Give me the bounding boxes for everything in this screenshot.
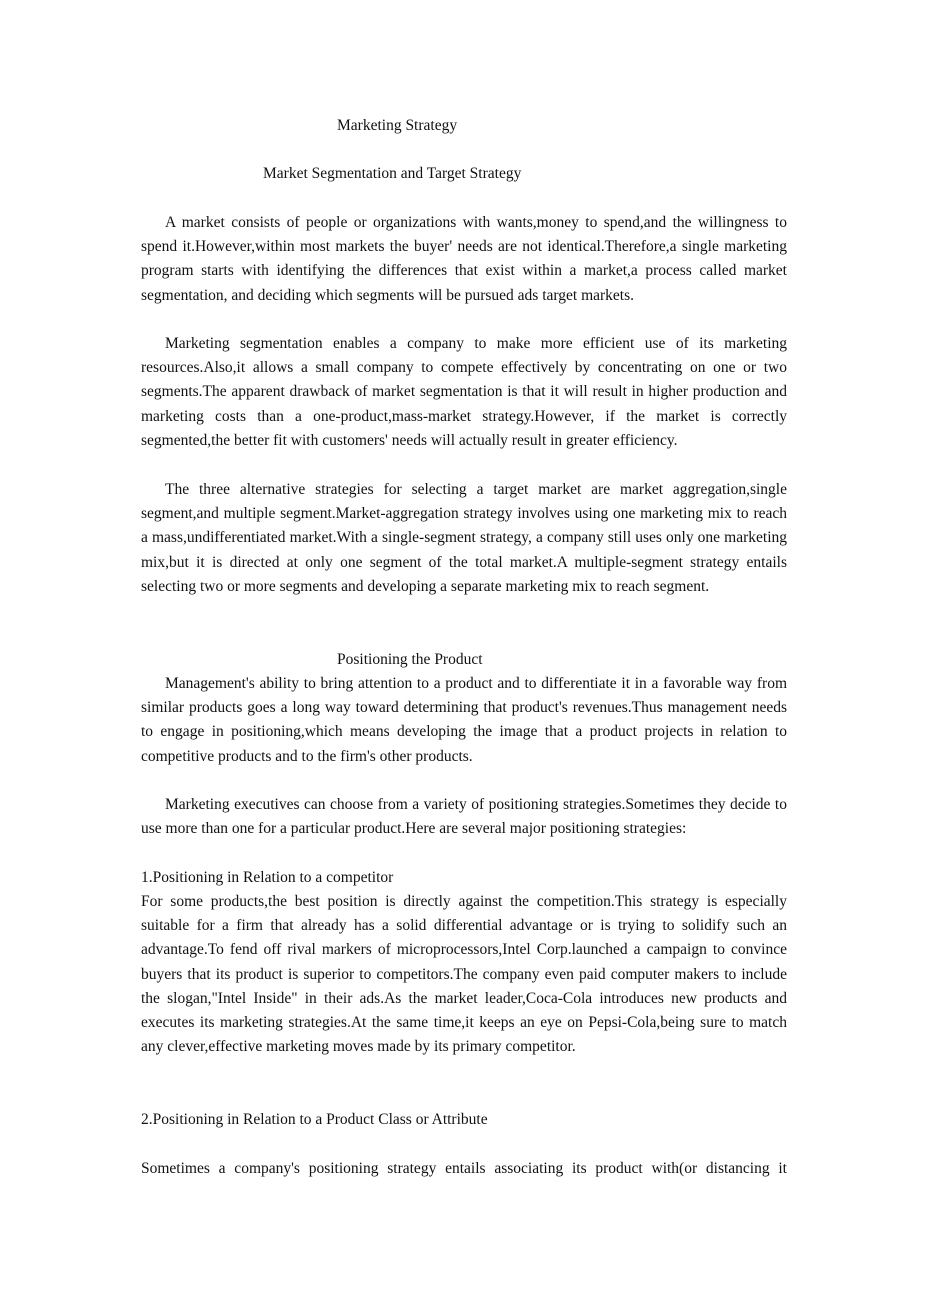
subheading-competitor: 1.Positioning in Relation to a competitor (141, 869, 394, 886)
paragraph-target-strategies: The three alternative strategies for selecting a target market are market aggregation,single segment,and multiple segment.Market-aggregation strategy involves using one marketing mix to reach a mass,undifferentiated market.With a single-segment strategy, a company still uses only one marketing mix,but it is directed at only one segment of the total market.A multiple-segment strategy entails selecting two or more segments and developing a separate marketing mix to reach segment. (141, 481, 787, 595)
document-title: Marketing Strategy (337, 117, 458, 134)
paragraph-segmentation-benefits: Marketing segmentation enables a company to make more efficient use of its marketing resources.Also,it allows a small company to compete effectively by concentrating on one or two segments.The apparent drawback of market segmentation is that it will result in higher production and marketing costs than a one-product,mass-market strategy.However, if the market is correctly segmented,the better fit with customers' needs will actually result in greater efficiency. (141, 335, 787, 449)
paragraph-competitor-positioning: For some products,the best position is directly against the competition.This strategy is especially suitable for a firm that already has a solid differential advantage or is trying to solidify such an advantage.To fend off rival markers of microprocessors,Intel Corp.launched a campaign to convince buyers that its product is superior to competitors.The company even paid computer makers to include the slogan,"Intel Inside" in their ads.As the market leader,Coca-Cola introduces new products and executes its marketing strategies.At the same time,it keeps an eye on Pepsi-Cola,being sure to match any clever,effective marketing moves made by its primary competitor. (141, 893, 787, 1056)
section-heading-segmentation: Market Segmentation and Target Strategy (263, 165, 522, 182)
subheading-product-class: 2.Positioning in Relation to a Product Class or Attribute (141, 1111, 488, 1128)
paragraph-market-definition: A market consists of people or organizations with wants,money to spend,and the willingness to spend it.However,within most markets the buyer' needs are not identical.Therefore,a single marketing program starts with identifying the differences that exist within a market,a process called market segmentation, and deciding which segments will be pursued ads target markets. (141, 214, 787, 304)
section-heading-positioning: Positioning the Product (337, 651, 483, 668)
paragraph-positioning-strategies: Marketing executives can choose from a variety of positioning strategies.Sometimes they decide to use more than one for a particular product.Here are several major positioning strategies: (141, 796, 787, 838)
paragraph-positioning-intro: Management's ability to bring attention to a product and to differentiate it in a favorable way from similar products goes a long way toward determining that product's revenues.Thus management needs to engage in positioning,which means developing the image that a product projects in relation to competitive products and to the firm's other products. (141, 675, 787, 765)
paragraph-product-class: Sometimes a company's positioning strategy entails associating its product with(or distancing it (141, 1160, 787, 1177)
